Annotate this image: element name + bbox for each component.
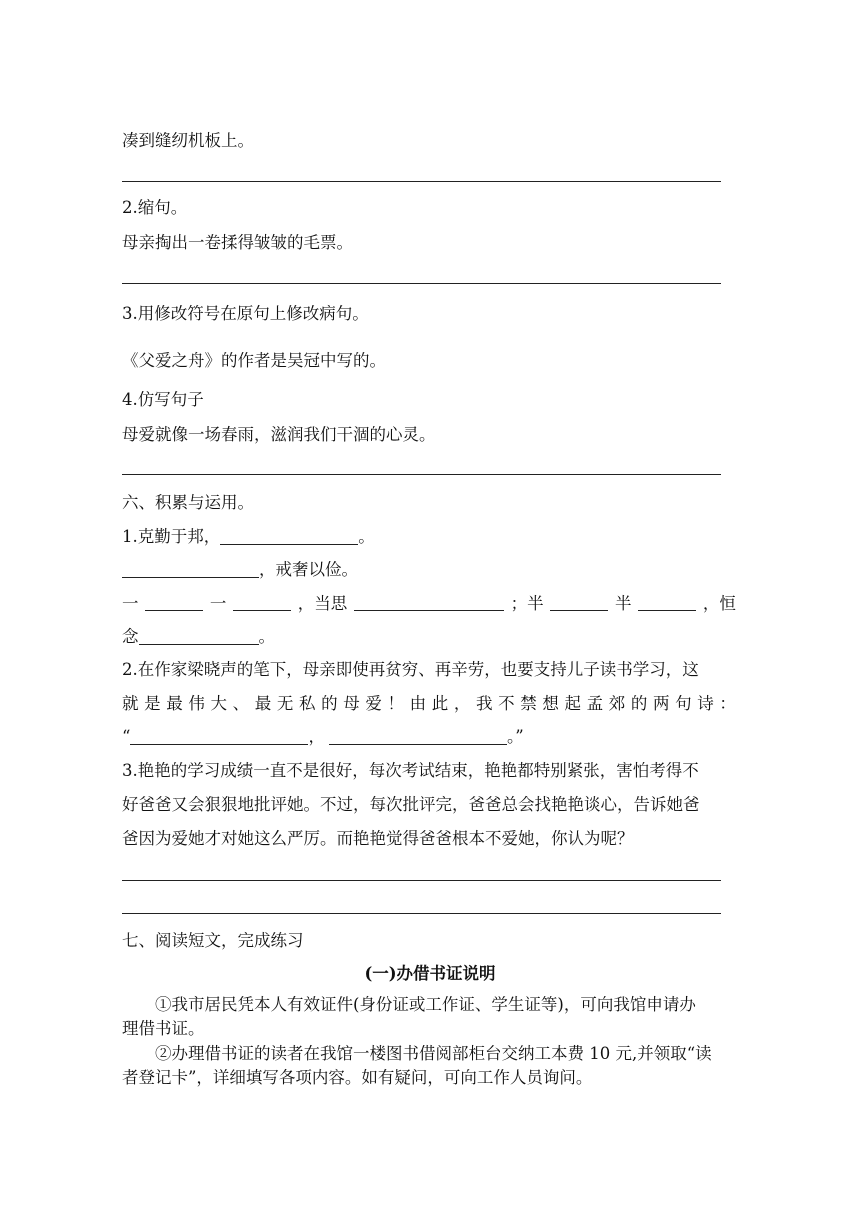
char: 爱 [365, 694, 382, 713]
prompt-text: 一 [209, 594, 227, 613]
char: 最 [254, 694, 272, 713]
fill-blank[interactable] [139, 627, 259, 645]
char: 想 [542, 694, 559, 713]
answer-line[interactable] [122, 283, 721, 284]
prompt-text: ，恒 [702, 594, 736, 613]
char: 无 [276, 694, 294, 713]
question-text: 3.艳艳的学习成绩一直不是很好，每次考试结束，艳艳都特别紧张，害怕考得不 [122, 761, 699, 780]
fill-blank-line [122, 526, 375, 548]
text-line: 凑到缝纫机板上。 [122, 131, 254, 150]
char: 两 [653, 694, 670, 713]
question-label: 3.用修改符号在原句上修改病句。 [122, 304, 369, 323]
prompt-text: 半 [615, 594, 632, 613]
char: 是 [144, 694, 161, 713]
prompt-text: ，戒奢以俭。 [259, 560, 358, 579]
char: ： [719, 694, 736, 713]
fill-blank[interactable] [122, 560, 259, 578]
question-text: 爸因为爱她才对她这么严厉。而艳艳觉得爸爸根本不爱她，你认为呢？ [122, 829, 634, 848]
paragraph-text: ②办理借书证的读者在我馆一楼图书借阅部柜台交纳工本费 10 元,并领取“读 [155, 1044, 712, 1063]
prompt-text: 念 [122, 627, 139, 646]
fill-blank-line [122, 726, 524, 748]
char: 最 [166, 694, 183, 713]
char: 、 [232, 694, 250, 713]
prompt-text: 。 [358, 527, 375, 546]
fill-blank[interactable] [638, 593, 696, 611]
fill-blank[interactable] [233, 593, 291, 611]
section-heading: 七、阅读短文，完成练习 [122, 931, 304, 950]
char: 母 [343, 694, 360, 713]
question-label: 4.仿写句子 [122, 390, 204, 409]
char: 禁 [520, 694, 537, 713]
prompt-text: 。” [506, 727, 524, 746]
char: 此 [431, 694, 449, 713]
paragraph-text: 理借书证。 [122, 1019, 205, 1038]
answer-line[interactable] [122, 474, 721, 475]
paragraph-text: 者登记卡”，详细填写各项内容。如有疑问，可向工作人员询问。 [122, 1068, 593, 1087]
question-sentence: 《父爱之舟》的作者是吴冠中写的。 [122, 351, 386, 370]
fill-blank[interactable] [130, 727, 308, 745]
fill-blank[interactable] [220, 527, 358, 545]
prompt-text: 一 [122, 594, 139, 613]
answer-line[interactable] [122, 880, 721, 881]
char: 大 [210, 694, 227, 713]
fill-blank[interactable] [354, 593, 504, 611]
prompt-text: 。 [258, 627, 275, 646]
answer-line[interactable] [122, 913, 721, 914]
section-heading: 六、积累与运用。 [122, 493, 254, 512]
article-title: (一)办借书证说明 [364, 964, 496, 983]
question-text: 好爸爸又会狠狠地批评她。不过，每次批评完，爸爸总会找艳艳谈心，告诉她爸 [122, 795, 700, 814]
fill-blank[interactable] [145, 593, 203, 611]
char: 郊 [608, 694, 626, 713]
char: 由 [409, 694, 427, 713]
fill-blank-line [122, 626, 275, 648]
char: 我 [476, 694, 493, 713]
char: 的 [321, 694, 338, 713]
prompt-text: ；半 [510, 594, 544, 613]
question-sentence: 母亲掏出一卷揉得皱皱的毛票。 [122, 233, 353, 252]
fill-blank-line [122, 593, 736, 615]
answer-line[interactable] [122, 181, 721, 182]
question-sentence: 母爱就像一场春雨，滋润我们干涸的心灵。 [122, 425, 436, 444]
char: 孟 [586, 694, 604, 713]
fill-blank[interactable] [550, 593, 608, 611]
char: 伟 [188, 694, 205, 713]
char: 起 [564, 694, 581, 713]
char: ， [453, 694, 471, 713]
question-text [122, 693, 736, 715]
prompt-text: “ [122, 727, 131, 746]
prompt-text: ， [308, 727, 325, 746]
char: 诗 [697, 694, 714, 713]
question-text: 2.在作家梁晓声的笔下，母亲即使再贫穷、再辛劳，也要支持儿子读书学习，这 [122, 660, 699, 679]
char: 不 [498, 694, 515, 713]
char: 就 [122, 694, 139, 713]
question-label: 2.缩句。 [122, 198, 188, 217]
char: 私 [299, 694, 316, 713]
fill-blank-line [122, 559, 358, 581]
prompt-text: ，当思 [297, 594, 348, 613]
paragraph-text: ①我市居民凭本人有效证件(身份证或工作证、学生证等)，可向我馆申请办 [155, 995, 696, 1014]
char: ！ [387, 694, 404, 713]
char: 的 [630, 694, 648, 713]
fill-blank[interactable] [329, 727, 507, 745]
char: 句 [675, 694, 692, 713]
prompt-text: 1.克勤于邦， [122, 527, 221, 546]
